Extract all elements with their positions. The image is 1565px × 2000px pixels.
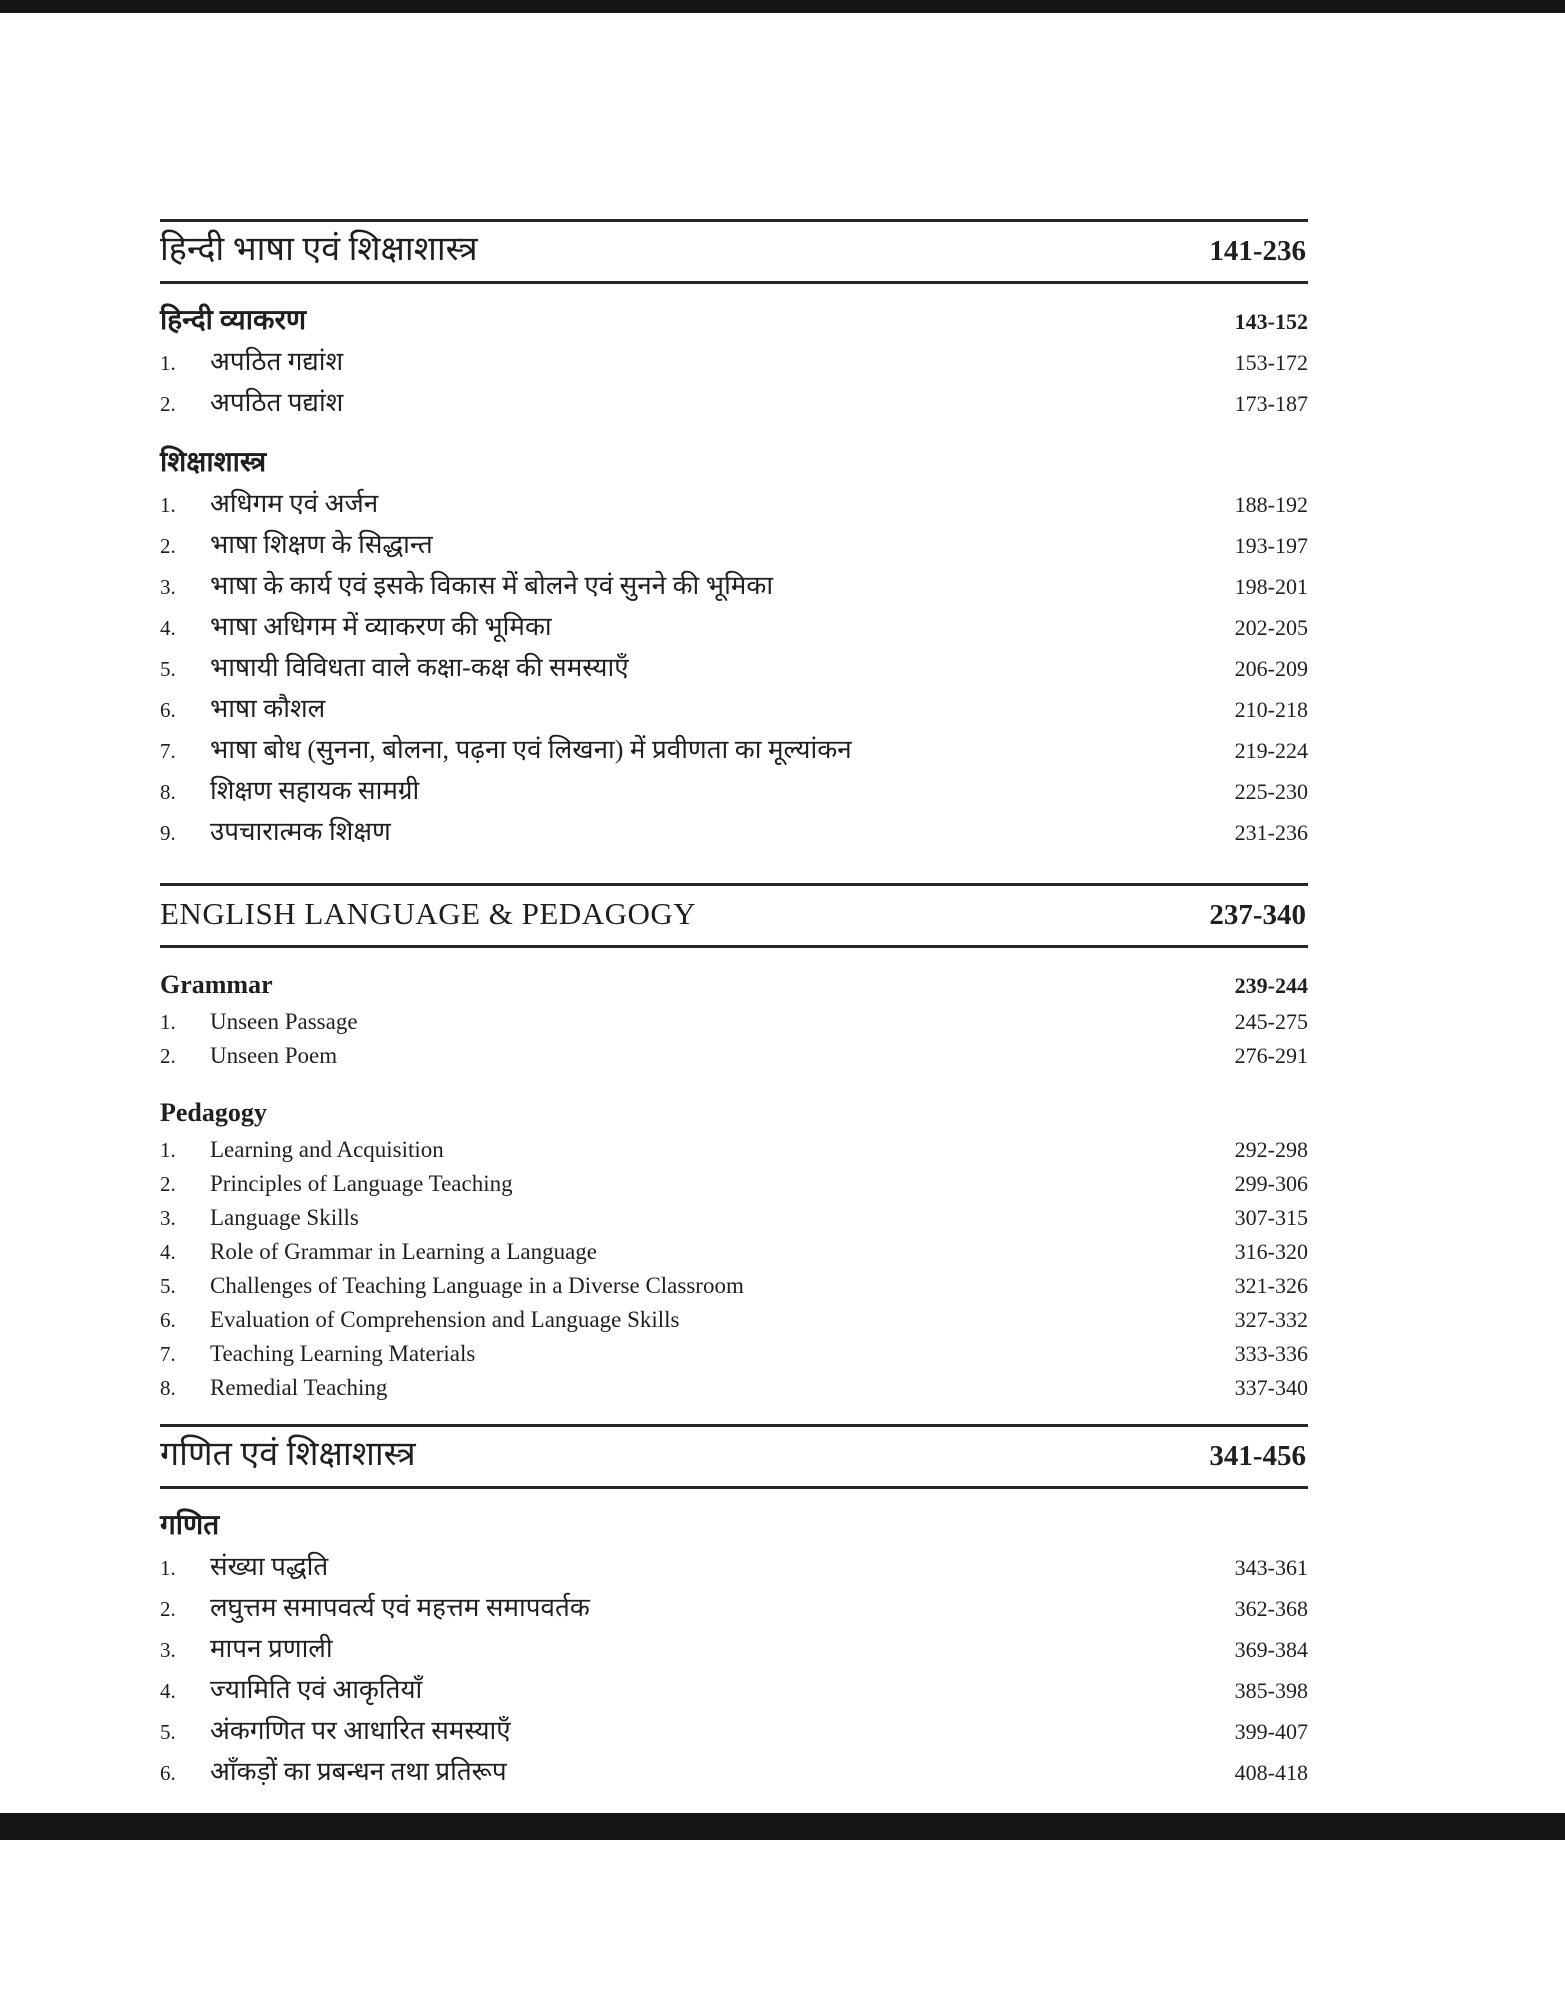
item-title: लघुत्तम समापवर्त्य एवं महत्तम समापवर्तक xyxy=(210,1593,590,1622)
item-page-range: 369-384 xyxy=(1234,1637,1308,1662)
section-page-range: 141-236 xyxy=(1209,235,1306,267)
item-title: भाषा बोध (सुनना, बोलना, पढ़ना एवं लिखना) में प्रवीणता का मूल्यांकन xyxy=(210,735,852,764)
toc-item xyxy=(160,1594,1308,1623)
item-page-range: 321-326 xyxy=(1234,1273,1308,1298)
item-page-range: 245-275 xyxy=(1234,1009,1308,1034)
toc-item xyxy=(160,1044,1308,1068)
item-page-range: 362-368 xyxy=(1234,1596,1308,1621)
item-number: 6. xyxy=(160,1308,176,1332)
section-header xyxy=(160,1424,1308,1489)
toc-item xyxy=(160,613,1308,642)
toc-item xyxy=(160,1308,1308,1332)
toc-item xyxy=(160,818,1308,847)
item-number: 6. xyxy=(160,698,176,722)
item-page-range: 219-224 xyxy=(1234,738,1308,763)
group-heading: शिक्षाशास्त्र xyxy=(160,447,267,478)
item-number: 6. xyxy=(160,1761,176,1785)
item-title: Evaluation of Comprehension and Language Skills xyxy=(210,1307,680,1332)
toc-item xyxy=(160,695,1308,724)
group-page-range: 239-244 xyxy=(1234,973,1308,998)
group-heading-row xyxy=(160,448,1308,478)
group-items xyxy=(160,1138,1308,1400)
item-number: 3. xyxy=(160,1638,176,1662)
toc-section xyxy=(160,1424,1308,1787)
item-title: Principles of Language Teaching xyxy=(210,1171,513,1196)
item-number: 2. xyxy=(160,534,176,558)
item-title: मापन प्रणाली xyxy=(210,1634,333,1663)
section-header xyxy=(160,883,1308,948)
section-page-range: 341-456 xyxy=(1209,1440,1306,1472)
toc-item xyxy=(160,1717,1308,1746)
item-page-range: 337-340 xyxy=(1234,1375,1308,1400)
item-title: संख्या पद्धति xyxy=(210,1552,329,1581)
item-number: 5. xyxy=(160,1720,176,1744)
item-title: ज्यामिति एवं आकृतियाँ xyxy=(210,1675,423,1704)
toc-item xyxy=(160,1206,1308,1230)
group-heading-row xyxy=(160,1511,1308,1541)
item-number: 3. xyxy=(160,1206,176,1230)
toc-item xyxy=(160,1376,1308,1400)
item-title: अपठित पद्यांश xyxy=(210,388,344,417)
item-page-range: 276-291 xyxy=(1234,1043,1308,1068)
toc-item xyxy=(160,348,1308,377)
toc-item xyxy=(160,490,1308,519)
item-title: अपठित गद्यांश xyxy=(210,347,344,376)
item-page-range: 399-407 xyxy=(1234,1719,1308,1744)
item-page-range: 316-320 xyxy=(1234,1239,1308,1264)
toc-item xyxy=(160,1274,1308,1298)
toc-item xyxy=(160,736,1308,765)
item-page-range: 292-298 xyxy=(1234,1137,1308,1162)
item-page-range: 198-201 xyxy=(1234,574,1308,599)
toc-item xyxy=(160,389,1308,418)
item-title: Unseen Passage xyxy=(210,1009,358,1034)
group-heading: गणित xyxy=(160,1510,220,1541)
toc-item xyxy=(160,1635,1308,1664)
item-page-range: 343-361 xyxy=(1234,1555,1308,1580)
section-page-range: 237-340 xyxy=(1209,899,1306,931)
item-title: अधिगम एवं अर्जन xyxy=(210,489,379,518)
item-number: 1. xyxy=(160,1010,176,1034)
toc-item xyxy=(160,1342,1308,1366)
item-number: 1. xyxy=(160,1138,176,1162)
item-number: 9. xyxy=(160,821,176,845)
item-number: 4. xyxy=(160,1679,176,1703)
item-page-range: 193-197 xyxy=(1234,533,1308,558)
toc-item xyxy=(160,531,1308,560)
group-heading: हिन्दी व्याकरण xyxy=(160,305,307,336)
item-title: भाषायी विविधता वाले कक्षा-कक्ष की समस्याएँ xyxy=(210,653,629,682)
item-number: 5. xyxy=(160,657,176,681)
item-number: 2. xyxy=(160,1172,176,1196)
item-title: भाषा शिक्षण के सिद्धान्त xyxy=(210,530,433,559)
item-number: 2. xyxy=(160,392,176,416)
toc-item xyxy=(160,1138,1308,1162)
group-items xyxy=(160,490,1308,847)
item-number: 7. xyxy=(160,1342,176,1366)
item-page-range: 153-172 xyxy=(1234,350,1308,375)
item-page-range: 202-205 xyxy=(1234,615,1308,640)
group-heading: Pedagogy xyxy=(160,1098,267,1127)
item-number: 1. xyxy=(160,493,176,517)
item-page-range: 327-332 xyxy=(1234,1307,1308,1332)
item-title: आँकड़ों का प्रबन्धन तथा प्रतिरूप xyxy=(210,1757,507,1786)
group-heading-row xyxy=(160,970,1308,1000)
item-page-range: 225-230 xyxy=(1234,779,1308,804)
item-number: 4. xyxy=(160,616,176,640)
item-page-range: 299-306 xyxy=(1234,1171,1308,1196)
toc-item xyxy=(160,654,1308,683)
toc-item xyxy=(160,572,1308,601)
toc-content xyxy=(160,219,1308,1787)
top-scan-bar xyxy=(0,0,1565,13)
item-page-range: 408-418 xyxy=(1234,1760,1308,1785)
toc-item xyxy=(160,1676,1308,1705)
group-heading: Grammar xyxy=(160,970,273,999)
item-page-range: 188-192 xyxy=(1234,492,1308,517)
item-title: भाषा के कार्य एवं इसके विकास में बोलने एवं सुनने की भूमिका xyxy=(210,571,774,600)
item-number: 8. xyxy=(160,780,176,804)
toc-item xyxy=(160,1010,1308,1034)
toc-item xyxy=(160,1758,1308,1787)
item-number: 3. xyxy=(160,575,176,599)
item-number: 1. xyxy=(160,1556,176,1580)
item-number: 4. xyxy=(160,1240,176,1264)
toc-item xyxy=(160,1172,1308,1196)
item-page-range: 173-187 xyxy=(1234,391,1308,416)
item-number: 8. xyxy=(160,1376,176,1400)
section-title: ENGLISH LANGUAGE & PEDAGOGY xyxy=(160,896,697,931)
bottom-scan-bar xyxy=(0,1813,1565,1840)
item-title: अंकगणित पर आधारित समस्याएँ xyxy=(210,1716,511,1745)
group-items xyxy=(160,1553,1308,1787)
item-title: Remedial Teaching xyxy=(210,1375,388,1400)
group-items xyxy=(160,1010,1308,1068)
item-title: उपचारात्मक शिक्षण xyxy=(210,817,391,846)
item-page-range: 333-336 xyxy=(1234,1341,1308,1366)
item-number: 1. xyxy=(160,351,176,375)
item-title: Teaching Learning Materials xyxy=(210,1341,476,1366)
item-title: भाषा अधिगम में व्याकरण की भूमिका xyxy=(210,612,552,641)
section-title: गणित एवं शिक्षाशास्त्र xyxy=(160,1436,416,1473)
item-page-range: 210-218 xyxy=(1234,697,1308,722)
item-title: Role of Grammar in Learning a Language xyxy=(210,1239,598,1264)
item-number: 2. xyxy=(160,1597,176,1621)
toc-item xyxy=(160,777,1308,806)
item-page-range: 206-209 xyxy=(1234,656,1308,681)
item-number: 7. xyxy=(160,739,176,763)
group-heading-row xyxy=(160,306,1308,336)
section-header xyxy=(160,219,1308,284)
item-title: Learning and Acquisition xyxy=(210,1137,444,1162)
item-page-range: 307-315 xyxy=(1234,1205,1308,1230)
toc-section xyxy=(160,883,1308,1400)
toc-item xyxy=(160,1240,1308,1264)
section-title: हिन्दी भाषा एवं शिक्षाशास्त्र xyxy=(160,231,478,268)
item-number: 5. xyxy=(160,1274,176,1298)
item-title: Challenges of Teaching Language in a Diverse Classroom xyxy=(210,1273,744,1298)
item-title: Unseen Poem xyxy=(210,1043,338,1068)
group-heading-row xyxy=(160,1098,1308,1128)
item-title: भाषा कौशल xyxy=(210,694,326,723)
group-page-range: 143-152 xyxy=(1234,309,1308,334)
toc-section xyxy=(160,219,1308,847)
item-title: Language Skills xyxy=(210,1205,359,1230)
item-page-range: 385-398 xyxy=(1234,1678,1308,1703)
toc-item xyxy=(160,1553,1308,1582)
group-items xyxy=(160,348,1308,418)
item-page-range: 231-236 xyxy=(1234,820,1308,845)
item-number: 2. xyxy=(160,1044,176,1068)
item-title: शिक्षण सहायक सामग्री xyxy=(210,776,420,805)
